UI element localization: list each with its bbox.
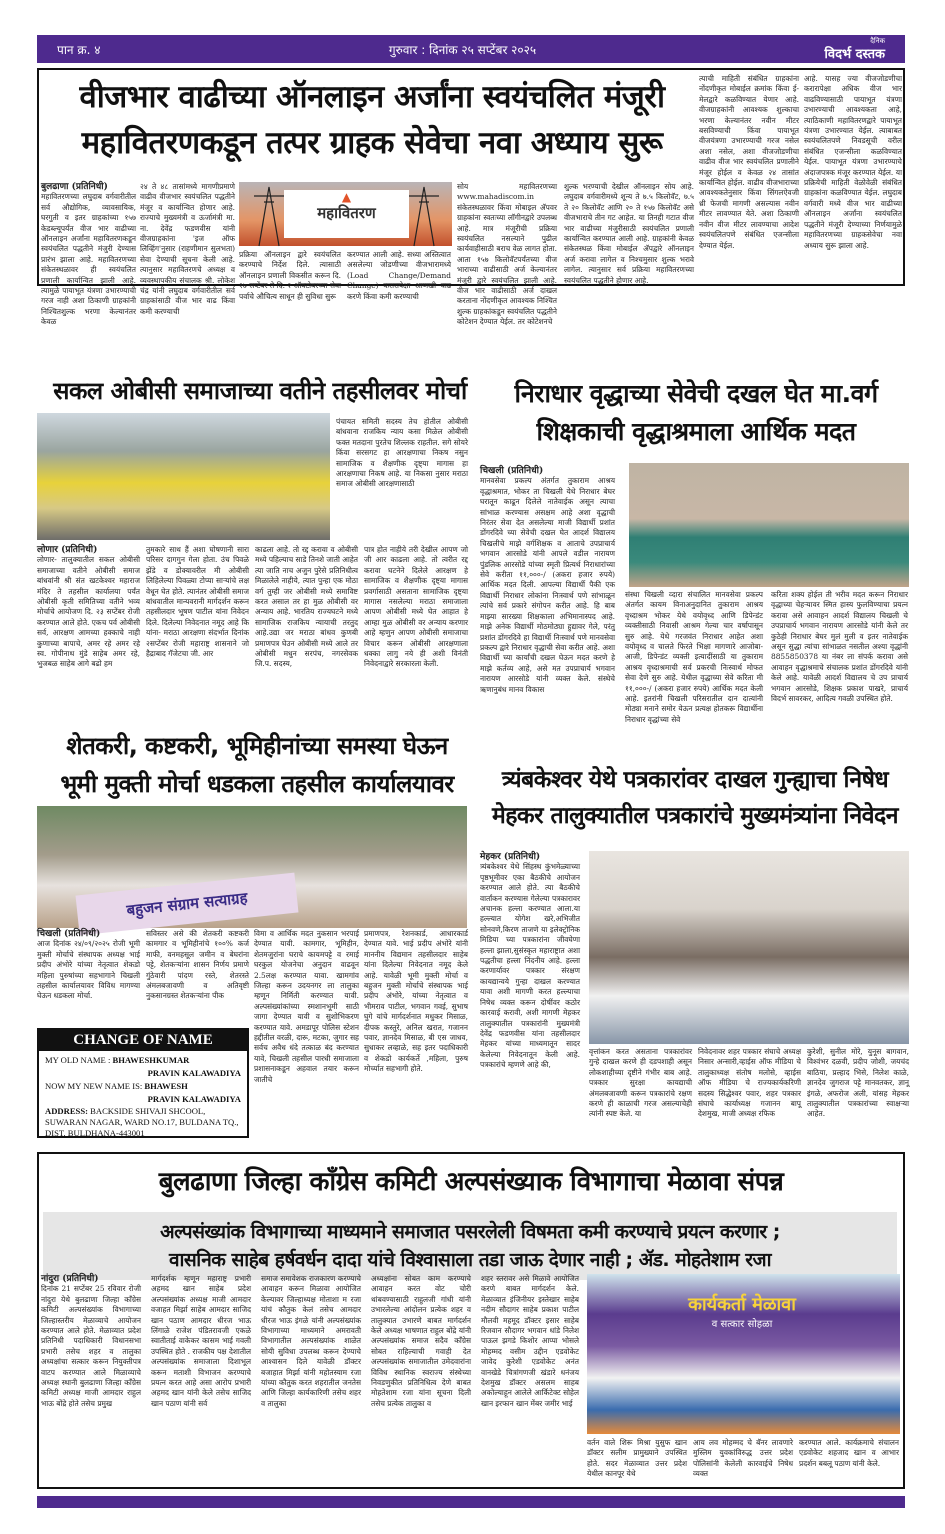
change-of-name-notice: [37, 1028, 249, 1138]
article-column: काढला आहे. तो रद्द करावा व ओबीसी मध्ये पहिल्याच साडे तिनशे जाती आहेत त्या जाति नाच अजुन पुरेसे प्रतिनिधीत्व मिळालेले नाहीये, त्यात पुन्हा एक मोठा वर्ग तुम्ही जर ओबीसी मध्ये समाविष्ट करत असाल तर हा मुळ ओबीसी वर अन्याय आहे. भारतिय राज्यघटने मध्ये सामाजिक राजकिय न्यायाची तरतुद आहे.उद्या जर मराठा बांधव कुणबी प्रमाणपत्र घेउन ओबीसी मध्ये आले तर ओबीसी मधुन सरपंच, नगरसेवक जि.प. सदस्य,: [255, 545, 358, 669]
article-column: २४ ते ४८ तासांमध्ये मागणीप्रमाणे वाढीव वीजभार स्वयंचलित पद्धतीने मंजूर व कार्यान्वित होणार आहे. राज्याचे मुख्यमंत्री व ऊर्जामंत्री मा. ना. देवेंद्र फडणवीस यांनी वीजग्राहकांना 'इज ऑफ लिव्हिंग'नुसार (राहणीमान सुलभता) सेवा देण्याची सूचना केली आहे. त्यानुसार महावितरणचे अध्यक्ष व व्यवस्थापकीय संचालक श्री. लोकेश चंद्र यांनी लघुदाब वर्गवारीतील सर्व ग्राहकांसाठी वीज भार वाढ किंवा कमी करण्याची: [140, 182, 235, 316]
article-column: शुल्क भरण्याची देखील ऑनलाइन सोय आहे. लघुदाब वर्गवारीमध्ये शून्य ते ७.५ किलोवॅट, ७.५ ते २० किलोवॅट आणि २० ते १५७ किलोवॅट असे वीजभाराचे तीन गट आहेत. या तिनही गटात वीज भार वाढीच्या मंजुरीसाठी स्वयंचलित प्रणाली कार्यान्वित करण्यात आली आहे. ग्राहकांनी केवळ संकेतस्थळ किंवा मोबाईल ॲपद्वारे ऑनलाइन अर्ज करावा लागेल व निश्चमुसार शुल्क भरावे लागेल. त्यानुसार सर्व प्रक्रिया महावितरणच्या स्वयंचलित पद्धतीने होणार आहे.: [564, 182, 694, 285]
article-column: मेहकर (प्रतिनिधी) त्र्यंबकेश्वर येथे सिंहस्थ कुंभमेळ्याच्या पृष्ठभूमीवर एका बैठकीचे आयोजन करण्यात आले होते. त्या बैठकीचे वार्तांकन करण्यास गेलेल्या पत्रकारावर अचानक हल्ला करण्यात आला.या हल्ल्यात योगेश खरे,अभिजीत सोनवणे,किरण ताजणे या इलेक्ट्रोनिक मिडिया च्या पत्रकारांना जीवघेणा हल्ला झाला,सुसंस्कृत महाराष्ट्रात अशा पद्धतीचा हल्ला निंदनीय आहे. हल्ला करणार्यावर पत्रकार संरक्षण कायद्यान्वये गुन्हा दाखल करण्यात यावा अशी मागणी करत हल्ल्याचा निषेध व्यक्त करून दोषींवर कठोर कारवाई करावी, अशी मागणी मेहकर तालुक्यातील पत्रकारांनी मुख्यमंत्री देवेंद्र फडणवीस यांना तहसीलदार मेहकर यांच्या माध्यमातून सादर केलेल्या निवेदनातून केली आहे. पत्रकारांचे म्हणणे आहे की,: [480, 852, 580, 1070]
article-column: त्याची माहिती संबंधित ग्राहकांना नोंदणीकृत मोबाईल क्रमांक किंवा ई-मेलद्वारे कळविण्यात येणार आहे. वीजग्राहकांनी आवश्यक शुल्काचा भरणा केल्यानंतर नवीन मीटर बसविण्याची किंवा पायाभूत वीजयंत्रणा उभारण्याची गरज नसेल अशा नसेल, अशा वीजजोडणीचा वाढीव वीज भार स्वयंचलित प्रणालीने मंजूर होईल व केवळ २४ तासांत कार्यान्वित होईल. वाढीव वीजभाराच्या आवश्यकतेनुसार किंवा सिंगलऐवजी थ्री फेजची मागणी असल्यास नवीन मीटर लावण्यात येते. अशा ठिकाणी नवीन वीज मीटर लावण्याचा आदेश स्वयंचलितपणे संबंधित एजन्सीला देण्यात येईल.: [699, 74, 799, 250]
article-column: बुलढाणा (प्रतिनिधी) महावितरणच्या लघुदाब वर्गवारीतील सर्व औद्योगिक, व्यावसायिक, घरगुती व इतर ग्राहकांच्या १५७ केडब्ल्यूपर्यंत वीज भार वाढीच्या ऑनलाइन अर्जांना महावितरणकडून स्वयंचलित पद्धतीने मंजुरी देण्यास प्रारंभ झाला आहे. महावितरणच्या संकेतस्थळावर ही स्वयंचलित प्रणाली कार्यान्वित झाली आहे. त्यामुळे पायाभूत यंत्रणा उभारण्याची गरज नाही अशा ठिकाणी ग्राहकांनी निश्चितशुल्क भरणा केल्यानंतर केवळ: [41, 182, 136, 327]
protest-banner: बहुजन संग्राम सत्याग्रह: [76, 873, 299, 936]
dateline: बुलढाणा (प्रतिनिधी): [41, 182, 108, 192]
dateline: लोणार (प्रतिनिधी): [37, 545, 98, 555]
article-column: तुमकारे साथ हैं अशा घोषणानी सारा परिसर दागगुन गेला होता. उंच पिवळे झेंडे व डोक्यावरील मी ओबीसी लिहिलेल्या पिवळ्या टोप्या साऱ्यांचे लक्ष वेधून घेत होते. त्यानंतर ओबीसी समाज बांधवातील मान्यवरानी मार्गदर्शन करून तहसीलदार भूषण पाटील यांना निवेदन दिले. दिलेल्या निवेदनात नमूद आहे कि यांना- मराठा आरक्षणा संदर्भात दिनांक २सप्टेंबर रोजी महाराष्ट्र शासनाने जो हैद्राबाद गॅजेटचा जी. आर: [146, 545, 249, 659]
dateline: मेहकर (प्रतिनिधी): [480, 852, 541, 862]
article-column: शहर स्तरावर असे मिळावे आयोजित करणे बाबत मार्गदर्शन केले. मेळाव्यात इंजिनीयर इस्तेखार साहेब नदीम सौदागर साहेब प्रकाश पाटील मौलवी महमूद डॉक्टर इसार साहेब रिजवान सौदागर भगवान धांडे निलेश पाऊल झगडे किशोर आप्पा भोसले मोहम्मद वसीम उद्दीन एडवोकेट जावेद कुरेशी एडवोकेट अनंत वानखेडे चित्रांगणजी खंडारे धनंजय देशमुख डॉक्टर असलम साहब अकोल्याहून आलेले आर्किटेक्ट सोहेल खान इरफान खान मेंबर जमीर भाई: [481, 1274, 579, 1408]
masthead-bar: [37, 35, 905, 63]
footer-bar: [37, 1496, 905, 1508]
page-number: पान क्र. ४: [57, 42, 101, 57]
story-headline: सकल ओबीसी समाजाच्या वतीने तहसीलवर मोर्चा: [53, 377, 467, 405]
article-column: प्रमाणपत्र, रेशनकार्ड, आधारकार्ड देण्यात यावे. भाई प्रदीप अंभोरे यांनी माननीय विद्यमान तहसीलदार साहेब यांना दिलेल्या निवेदनात नमूद केले आहे. यावेळी भूमी मुक्ती मोर्चा व बहुजन मुक्ती मोर्चाचे संस्थापक भाई प्रदीप अंभोरे, यांच्या नेतृत्वात व भीमराव पाटील, भगवान गवई, सुभाष घुगे यांचे मार्गदर्शनात मधुकर मिसाळ, दीपक कस्तुरे, अनिल खरात, गजानन पवार, ज्ञानदेव मिसाळ, बी एस जाधव, सुधाकर लव्हाळे, सह इतर पदाधिकारी व शेकडो कार्यकर्ते ,महिला, पुरुष मोर्च्यात सहभागी होते.: [364, 929, 468, 1074]
article-column: वृत्तांकन करत असताना पत्रकारांवर गुन्हे दाखल करणे ही दडपशाही असून लोकशाहीच्या दृष्टीने गंभीर बाब आहे. पत्रकार सुरक्षा कायद्याची अंमलबजावणी करून पत्रकारांचे रक्षण करणे ही काळाची गरज असल्याचेही त्यांनी स्पष्ट केले. या: [589, 1047, 692, 1119]
article-column: प्रक्रिया ऑनलाइन द्वारे स्वयंचलित करण्याचे निर्देश दिले. त्यासाठी ऑनलाइन प्रणाली विकसीत करून दि. १७ सप्टेंबर ते दि. २ ऑक्टोबरच्या सेवा पर्वाचे औचित्य साधून ही सुविधा सुरू: [239, 250, 341, 301]
brand-name: विदर्भ दस्तक: [824, 46, 885, 62]
story-headline: बुलढाणा जिल्हा कॉंग्रेस कमिटी अल्पसंख्याक विभागाचा मेळावा संपन्न: [158, 1167, 784, 1197]
article-column: लोणार (प्रतिनिधी) लोणार- तालुक्यातील सकल ओबीसी समाजाच्या वतीने ओबीसी समाज बांधवांनी श्री संत खटकेश्वर महाराज मंदिर ते तहसील कार्यालया पर्यंत ओबीसी कृती समितिच्या वतीने भव्य मोर्चाचे आयोजण दि. २३ सप्टेंबर रोजी करण्यात आले होते. एकच पर्व ओबीसी सर्व, आरक्षण आमच्या हक्काचे नाही कुणाच्या बापाचे, अमर रहे अमर रहे स्व. गोपीनाथ मुंडे साहेब अमर रहे, भुजबळ साहेब आगे बढो हम: [37, 545, 140, 669]
article-column: आहे. यासह ज्या वीजजोडणीचा करारापेक्षा अधिक वीज भार वाढविण्यासाठी पायाभूत यंत्रणा उभारण्याची आवश्यकता आहे, त्याठिकाणी महावितरणद्वारे पायाभूत यंत्रणा उभारण्यात येईल. त्याबाबत स्वयंचलितपणे निवडसूची वरील संबंधित एजन्सीला कळविण्यात येईल. पायाभूत यंत्रणा उभारण्याचे अंदाजपत्रक मंजूर करण्यात येईल. या प्रक्रियेची माहिती वेळोवेळी संबंधित ग्राहकांना कळविण्यात येईल. लघुदाब वर्गवारी मध्ये वीज भार वाढीच्या ऑनलाइन अर्जांना स्वयंचलित पद्धतीने मंजूरी देण्याच्या निर्णयामुळे महावितरणच्या ग्राहकसेवेचा नवा अध्याय सुरू झाला आहे.: [804, 74, 902, 250]
article-column: अध्यक्षांना सोबत काम करण्याचे आवाहन करत वोट चोरी थांबवण्यासाठी राहुलजी गांधी यांनी उभारलेल्या आंदोलन प्रत्येक शहर व तालुक्यात उभारणे बाबत मार्गदर्शन केले अध्यक्ष भाषणात राहुल बोंद्रे यांनी अल्पसंख्यांक समाज सदैव कॉंग्रेस सोबत राहिल्याची गवाही देत अल्पसंख्यांक समाजातील उमेदवारांना विविध स्थानिक स्वराज्य संस्थेच्या निवडणुकीत प्रतिनिधित्व देणे बाबत मोहतेशाम रजा यांना सूचना दिली तसेच प्रत्येक तालुका व: [371, 1274, 471, 1408]
article-column: मार्गदर्शक म्हणून महाराष्ट्र प्रभारी अहमद खान साहेब प्रदेश अल्पसंख्यांक अध्यक्ष माजी आमदार वजाहत मिर्झा साहेब आमदार साजिद खान पठाण आमदार धीरज भाऊ लिंगाळे राजेश पंडितरावजी एकळे स्वातीताई वाकेकर कासम भाई गवली उपस्थित होते . राजकीय पक्ष देशातील अल्पसंख्यांक समाजाला दिशाभूल करून मताशी विभाजन करण्याचे प्रयत्न करत आहे असा आरोप प्रभारी अहमद खान यांनी केले तसेच साजिद खान पठाण यांनी सर्व: [151, 1274, 251, 1408]
brand-tagline: दैनिक: [870, 36, 885, 45]
obc-rally-photo: [37, 413, 330, 540]
article-column: सोय महावितरणच्या www.mahadiscom.in संकेतस्थळावर किंवा मोबाइल ॲपवर ग्राहकांना स्वतःच्या लॉगीनद्वारे उपलब्ध आहे. मात्र मंजूरीची प्रक्रिया स्वयंचलित नसल्याने पुढील कार्यवाहीसाठी बराच वेळ लागत होता. आता १५७ किलोवॅटपर्यंतच्या वीज भाराच्या वाढीसाठी अर्ज केल्यानंतर मंजूरी द्वारे स्वयंचलित झाली आहे. वीज भार वाढीसाठी अर्ज दाखल करताना नोंदणीकृत आवश्यक निश्चित शुल्क ग्राहकांकडून स्वयंचलित पद्धतीने कोटेशन देण्यात येईल. तर कोटेशनचे: [457, 182, 557, 327]
article-column: संस्था चिखली व्दारा संचालित मानवसेवा प्रकल्प अंतर्गत कायम विनाअनुदानित तुकाराम आश्रय वृध्दाश्रम भोकर येथे वयोवृध्द आणि डिपेन्डंट व्यक्तीसाठी निवासी आश्रम गेल्या चार वर्षापासून सुरु आहे. येथे गरजवंत निराधार आहेत अशा वयोवृध्द व चालते फिरते भिक्षा मागणारे आजोबा-आजी, डिपेन्डंट व्यक्ती इत्यादींसाठी या तुकाराम आश्रय वृध्दाश्रमाची सर्व प्रकरची निःस्वार्थ मोफत सेवा देणे सुरु आहे. येथील वृद्धाच्या सेवे करिता मी ११,०००-/ (अकरा हजार रुपये) आर्थिक मदत केली आहे. इतरांनी चिखली परिसरातील दान दात्यांनी मोठ्या मनाने समोर येऊन प्रत्यक्ष होतकरू विद्यार्थीना निराधार वृद्धांच्या सेवे: [625, 590, 763, 724]
story-headline: निराधार वृद्धाच्या सेवेची दखल घेत मा.वर्ग शिक्षकाची वृद्धाश्रमाला आर्थिक मदत: [514, 379, 878, 446]
dateline: नांदुरा (प्रतिनिधी): [41, 1274, 99, 1284]
morcha-crowd-photo: [37, 806, 467, 928]
issue-date: गुरुवार : दिनांक २५ सप्टेंबर २०२५: [388, 42, 537, 57]
article-column: चिखली (प्रतिनिधी) मानवसेवा प्रकल्प अंतर्गत तुकाराम आश्रय वृद्धाश्रमात, भोकर ता चिखली येथे निराधार बेघर घरातून काढून दिलेले नातेवाईक असून त्याचा सांभाळ करण्यास असक्षम आहे अशा वृद्धाची निरंतर सेवा देत असलेल्या माजी विद्यार्थी प्रशांत डोंगरदिवे च्या सेवेची दखल घेत आदर्श विद्यालय चिखलीचे माझे वर्गशिक्षक व आताचे उपप्राचार्य भगवान आरसोडे यांनी आपले वडील नारायण पुंडलिक आरसोडे यांच्या स्मृती प्रित्यर्थ निराधारांच्या सेवे करीता ११,०००-/ (अकरा हजार रुपये) आर्थिक मदत दिली. आपल्या विद्यार्थी पैकी एक विद्यार्थी निराधार लोकांना निःस्वार्थ पणे सांभाळून त्यांचे सर्व प्रकारे संगोपन करीत आहे. हि बाब माझ्या सारख्या शिक्षकाला अभिमानास्पद आहे. माझे अनेक विद्यार्थी मोठमोठ्या हुद्यावर गेले, परंतु प्रशांत डोंगरदिवे हा विद्यार्थी निःस्वार्थ पणे मानवसेवा प्रकल्प द्वारे निराधार वृद्धाची सेवा करीत आहे. अशा विद्यार्थी च्या कार्यांची दखल घेऊन मदत करणे हे माझे कर्तव्य आहे, असे मत उपप्राचार्य भगवान नारायण आरसोडे यांनी व्यक्त केले. संस्थेचे ऋणानुबंध मानव विकास: [480, 466, 615, 694]
notice-title: CHANGE OF NAME: [39, 1030, 247, 1051]
logo-mark-icon: ▲: [341, 190, 352, 204]
dateline: चिखली (प्रतिनिधी): [480, 466, 544, 476]
article-column: पात्र होत नाहीये तरी देखील आपण जो जी आर काढला आहे. तो त्वरीत रद्द करावा घटनेने दिलेले आरक्षण हे सामाजिक व शैक्षणीक दृष्ट्या मागास प्रवर्गासाठी असताना सामाजिक दृष्ट्या मागास नसलेल्या मराठा समाजाला आपण ओबीसी मध्ये घेत आहात हे आम्हा मुळ ओबीसी वर अन्याय करणार आहे म्हणुन आपण ओबीसी समाजाचा विचार करून ओबीसी आरक्षणाला धक्का लागु नये ही अशी विनंती निवेदनाद्वारे सरकारला केली.: [364, 545, 468, 669]
article-column: कुरेशी, सुनील मोरे, युनूस बागवान, विश्वंभर दळवी, प्रदीप जोशी, जयचंद बाठिया, प्रल्हाद भिसे, निलेश काळे, ज्ञानदेव जुगराज पट्टे मानवतकर, ज्ञानू इंगळे, अफरोज अली, यांसह मेहकर तालुक्यातील पत्रकारांच्या स्वाक्षऱ्या आहेत.: [807, 1047, 909, 1119]
story-headline: त्र्यंबकेश्वर येथे पत्रकारांवर दाखल गुन्ह्याचा निषेध मेहकर तालुक्यातील पत्रकारांचे मुख्यमंत्र्यांना निवेदन: [491, 767, 899, 829]
newspaper-brand: [824, 38, 885, 61]
article-column: निवेदनावर शहर पत्रकार संघाचे अध्यक्ष निसार अन्सारी,व्हाईस ऑफ मीडिया चे तालुकाध्यक्ष संतोष मलोसे, व्हाईस ऑफ मीडिया चे राज्यकार्यकरिणी सदस्य सिद्धेश्वर पवार, शहर पत्रकार संघाचे कार्याध्यक्ष गजानन बापू देशमुख, माजी अध्यक्ष रफिक: [698, 1047, 801, 1119]
story-congress-melava: [37, 1152, 905, 1489]
article-column: वर्तन वाले शिरू मिश्रा युसुफ खान डॉक्टर सलीम प्रामुख्याने उपस्थित होते. सदर मेळाव्यात उत्तर प्रदेश येथील कानपूर येथे: [587, 1438, 687, 1479]
article-column: करण्यात आली आहे. सध्या अस्तित्वात असलेल्या जोडणीच्या वीजभारामध्ये (Load Change/Demand Change) करारापेक्षा आणखी वाढ करणे किंवा कमी करण्याची: [347, 250, 451, 301]
teachers-group-photo: [629, 463, 909, 587]
article-column: आय लव मोहम्मद चे बॅनर लावणारे मुस्लिम युवकांविरुद्ध उत्तर प्रदेश पोलिसांनी केलेली कारवाईचे निषेध व्यक्त: [693, 1438, 793, 1479]
story-headline: शेतकरी, कष्टकरी, भूमिहीनांच्या समस्या घेऊन भूमी मुक्ती मोर्चा धडकला तहसील कार्यालयावर: [60, 732, 454, 798]
mahavitaran-logo: ▲ महावितरण: [284, 190, 409, 238]
article-column: पंचायत समिती सदस्य तेच होतील ओबीसी बांधवाना राजकिय न्याय कसा मिळेल ओबीसी फक्त मतदाना पुरतेच शिल्लक राहतील. सगे सोयरे किंवा सरसगट हा आरक्षणाचा निकष नसुन सामाजिक व शैक्षणीक दृष्ट्या मागास हा आरक्षणाचा निकष आहे. या निकसा नुसार मराठा समाज ओबीसी आरक्षणासाठी: [336, 417, 468, 489]
article-column: सविस्तर असे की शेतकरी कष्टकरी कामगार व भूमिहीनांचे १००% कर्ज माफी, वनमहसूल जमीन व बेघरांना पट्टे, शेतकऱ्यांना शासन निर्णय प्रमाणे गुंठेवारी पांदण रस्ते, शेतरस्ते अंमलबजावणी व अतिवृष्टी नुकसानग्रस्त शेतकऱ्यांना पीक: [146, 929, 249, 1001]
melava-banner-text: कार्यकर्ता मेळावा व सत्कार सोहळा: [688, 1294, 796, 1330]
power-tower-photo: [239, 182, 452, 246]
article-column: करिता शक्य होईल ती भरीव मदत करून निराधार वृद्धाच्या चेहऱ्यावर स्मित हास्य फुलविण्याचा प्रयत्न करावा असे आवाहन आदर्श विद्यालय चिखली चे उपप्राचार्य भगवान नारायण आरसोडे यांनी केले तर कुठेही निराधार बेघर मुलं मुली व इतर नातेवाईक असून सुद्धा त्यांचा सांभाळत नसतील अश्या वृद्धांनी 8855850378 या नंबर ला संपर्क करावा असे आवाहन वृद्धाश्रमाचे संचालक प्रशांत डोंगरदिवे यांनी केले आहे. यावेळी आदर्श विद्यालय चे उप प्राचार्य भगवान आरसोडे, शिक्षक प्रकाश पाखरे, प्राचार्य विदर्भ सावरकर, आदित्य गवळी उपस्थित होते.: [771, 590, 908, 704]
dateline: चिखली (प्रतिनिधी): [37, 929, 101, 939]
article-column: विमा व आर्थिक मदत नुकसान भरपाई देण्यात यावी. कामगार, भूमिहीन, शेतमजुरांना घराचे कायमपट्टे व रमाई घरकुल योजनेचा अनुदान वाढवून 2.5लक्ष करण्यात यावा. खामगांव जिल्हा करून उदयनगर ला तालुका म्हणून निर्मिती करण्यात यावी. अल्पसंख्यांकांच्या स्मशानभूमी साठी जागा देण्यात यावी व सुशोभिकरण करण्यात यावे. अमडापूर पोलिस स्टेशन हद्दीतील वरळी, दारू, मटका, जुगार सह सर्वच अवैध धंदे तत्काळ बंद करण्यात यावे, चिखली तहसील पारधी समाजाला प्रशासनाकडून अहवाल तयार करून जातीचे: [254, 929, 359, 1084]
article-column: चिखली (प्रतिनिधी) आज दिनांक २४/०९/२०२५ रोजी भूमी मुक्ती मोर्चाचे संस्थापक अध्यक्ष भाई प्रदीप अंभोरे यांच्या नेतृत्वात शेकडो महिला पुरुषांच्या सहभागाने चिखली तहसील कार्यालयावर विविध मागण्या घेऊन धडकला मोर्चा.: [37, 929, 140, 1001]
story-mahavitaran: [37, 68, 905, 327]
story-deck: अल्पसंख्यांक विभागाच्या माध्यमाने समाजात पसरलेली विषमता कमी करण्याचे प्रयत्न करणार ; वासनिक साहेब हर्षवर्धन दादा यांचे विश्वासाला तडा जाऊ देणार नाही ; ॲड. मोहतेशाम रजा: [43, 1212, 897, 1280]
article-column: करण्यात आले. कार्यक्रमाचे संचालन एडवोकेट शहजाद खान व आभार प्रदर्शन बबलू पठाण यांनी केले.: [799, 1438, 899, 1468]
notice-body: MY OLD NAME : BHAWESHKUMAR PRAVIN KALAWADIYA NOW MY NEW NAME IS: BHAWESH PRAVIN KALAWADIYA ADDRESS: BACKSIDE SHIVAJI SHCOOL, SUWARAN NAGAR, WARD NO.17, BULDANA TQ., DIST. BULDHANA-443001: [45, 1055, 241, 1138]
article-column: नांदुरा (प्रतिनिधी) दिनांक 21 सप्टेंबर 25 रविवार रोजी नांदुरा येथे बुलढाणा जिल्हा कॉंग्रेस कमिटी अल्पसंख्यांक विभागाच्या जिल्हास्तरीय मेळाव्याचे आयोजन करण्यात आले होते. मेळाव्यात प्रदेश प्रतिनिधी पदाधिकारी विधानसभा प्रभारी तसेच शहर व तालुका अध्यक्षांचा सत्कार करून नियुक्तीपत्र वाटप करण्यात आले मिळाव्याचे अध्यक्ष स्थानी बुलढाणा जिल्हा कॉंग्रेस कमिटी अध्यक्ष माजी आमदार राहुल भाऊ बोंद्रे होते तसेच प्रमुख: [41, 1274, 141, 1408]
melava-stage-photo: [587, 1274, 900, 1434]
story-headline: वीजभार वाढीच्या ऑनलाइन अर्जांना स्वयंचलित मंजूरी महावितरणकडून तत्पर ग्राहक सेवेचा नवा अध्याय सुरू: [79, 79, 665, 161]
article-column: समाज समावेशक राजकारण करण्याचे आवाहन करून मिळावा आयोजित केल्यावर जिल्हाध्यक्ष मोताशा म रजा यांचं कौतुक केलं तसेच आमदार धीरज भाऊ इंगळे यांनी अल्पसंख्यांक विभागाच्या माध्यमाने अमरावती विभागातील अल्पसंख्यांक शाळेत सोयी सुविधा उपलब्ध करून देण्याचे आश्वासन दिले यावेळी डॉक्टर बजाहात मिर्झा यांनी महोतस्याम रजा यांच्या कौतुक करत शहरातील जनतेस आणि जिल्हा कार्यकारिणी तसेच शहर व तालुका: [261, 1274, 361, 1408]
journalists-memorandum-photo: [589, 851, 909, 1044]
